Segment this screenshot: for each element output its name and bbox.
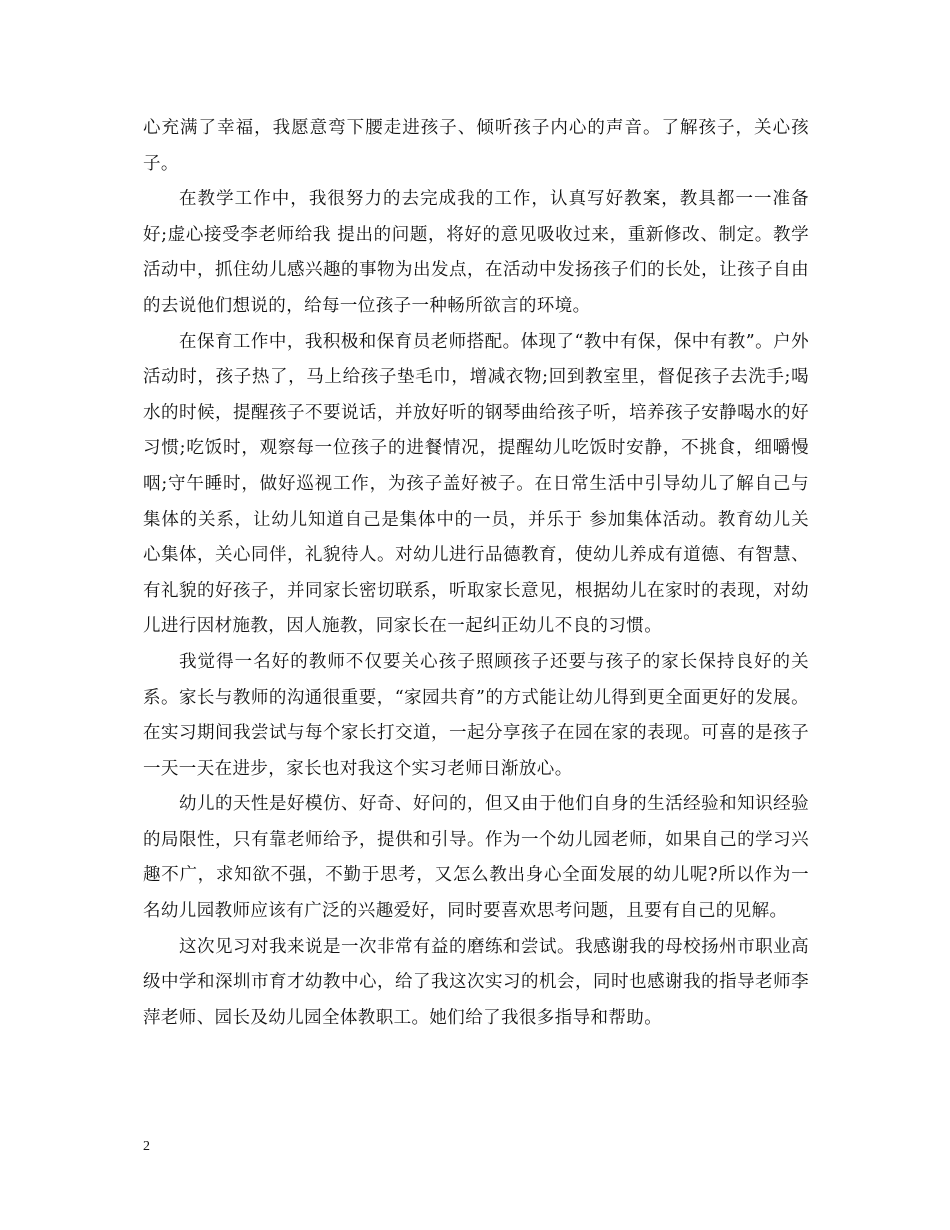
- paragraph-6: 这次见习对我来说是一次非常有益的磨练和尝试。我感谢我的母校扬州市职业高级中学和深圳市育才幼教中心，给了我这次实习的机会，同时也感谢我的指导老师李萍老师、园长及幼儿园全体教职工。她们给了我很多指导和帮助。: [143, 936, 809, 1028]
- page-number: 2: [143, 1139, 150, 1154]
- paragraph-2: 在教学工作中，我很努力的去完成我的工作，认真写好教案，教具都一一准备好;虚心接受李老师给我 提出的问题，将好的意见吸收过来，重新修改、制定。教学活动中，抓住幼儿感兴趣的事物为出发点，在活动中发扬孩子们的长处，让孩子自由的去说他们想说的，给每一位孩子一种畅所欲言的环境。: [143, 189, 809, 316]
- document-body: [143, 111, 809, 1036]
- paragraph-3: 在保育工作中，我积极和保育员老师搭配。体现了“教中有保，保中有教”。户外活动时，孩子热了，马上给孩子垫毛巾，增减衣物;回到教室里，督促孩子去洗手;喝水的时候，提醒孩子不要说话，并放好听的钢琴曲给孩子听，培养孩子安静喝水的好习惯;吃饭时，观察每一位孩子的进餐情况，提醒幼儿吃饭时安静，不挑食，细嚼慢咽;守午睡时，做好巡视工作，为孩子盖好被子。在日常生活中引导幼儿了解自己与集体的关系，让幼儿知道自己是集体中的一员，并乐于 参加集体活动。教育幼儿关心集体，关心同伴，礼貌待人。对幼儿进行品德教育，使幼儿养成有道德、有智慧、有礼貌的好孩子，并同家长密切联系，听取家长意见，根据幼儿在家时的表现，对幼儿进行因材施教，因人施教，同家长在一起纠正幼儿不良的习惯。: [143, 331, 809, 637]
- paragraph-4: 我觉得一名好的教师不仅要关心孩子照顾孩子还要与孩子的家长保持良好的关系。家长与教师的沟通很重要，“家园共育”的方式能让幼儿得到更全面更好的发展。在实习期间我尝试与每个家长打交道，一起分享孩子在园在家的表现。可喜的是孩子一天一天在进步，家长也对我这个实习老师日渐放心。: [143, 651, 809, 779]
- paragraph-1: 心充满了幸福，我愿意弯下腰走进孩子、倾听孩子内心的声音。了解孩子，关心孩子。: [143, 118, 809, 174]
- paragraph-5: 幼儿的天性是好模仿、好奇、好问的，但又由于他们自身的生活经验和知识经验的局限性，只有靠老师给予，提供和引导。作为一个幼儿园老师，如果自己的学习兴趣不广，求知欲不强，不勤于思考，又怎么教出身心全面发展的幼儿呢?所以作为一名幼儿园教师应该有广泛的兴趣爱好，同时要喜欢思考问题，且要有自己的见解。: [143, 794, 809, 922]
